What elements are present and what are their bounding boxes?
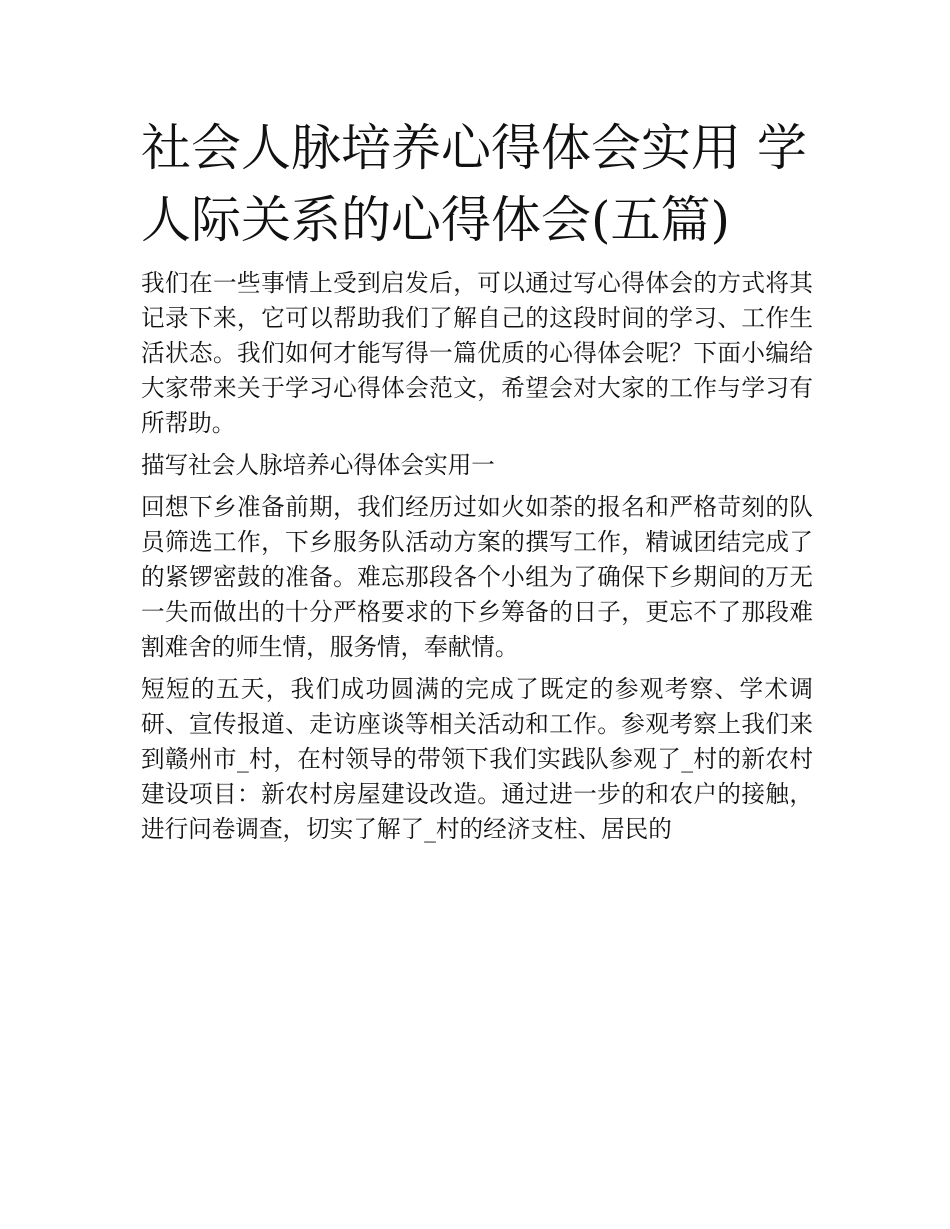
body-paragraph: 回想下乡准备前期，我们经历过如火如荼的报名和严格苛刻的队员筛选工作，下乡服务队活动方案的撰写工作，精诚团结完成了的紧锣密鼓的准备。难忘那段各个小组为了确保下乡期间的万无一失而做出的十分严格要求的下乡筹备的日子，更忘不了那段难割难舍的师生情，服务情，奉献情。 (141, 493, 813, 661)
intro-paragraph: 我们在一些事情上受到启发后，可以通过写心得体会的方式将其记录下来，它可以帮助我们了解自己的这段时间的学习、工作生活状态。我们如何才能写得一篇优质的心得体会呢？下面小编给大家带来关于学习心得体会范文，希望会对大家的工作与学习有所帮助。 (141, 269, 813, 437)
body-paragraph: 短短的五天，我们成功圆满的完成了既定的参观考察、学术调研、宣传报道、走访座谈等相关活动和工作。参观考察上我们来到赣州市_村，在村领导的带领下我们实践队参观了_村的新农村建设项目：新农村房屋建设改造。通过进一步的和农户的接触，进行问卷调查，切实了解了_村的经济支柱、居民的 (141, 675, 813, 843)
document-title: 社会人脉培养心得体会实用 学人际关系的心得体会(五篇) (141, 119, 807, 249)
document-body (141, 266, 813, 854)
document-page (141, 112, 813, 854)
section-heading: 描写社会人脉培养心得体会实用一 (141, 451, 495, 479)
